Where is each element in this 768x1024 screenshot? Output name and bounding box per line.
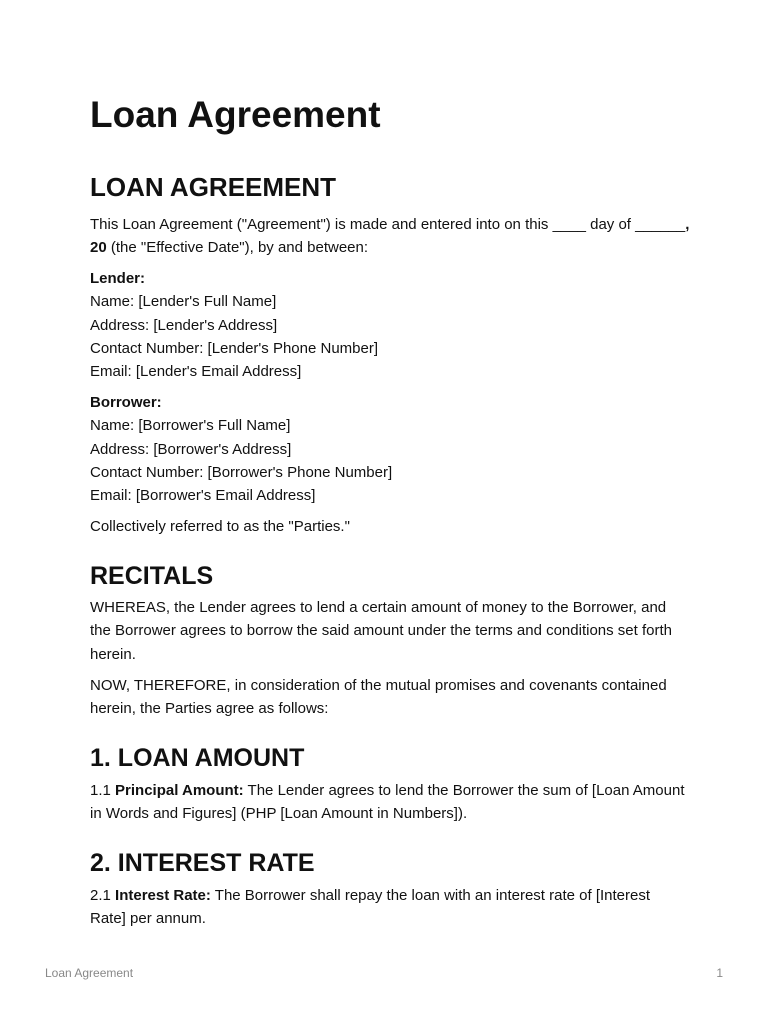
document-title: Loan Agreement	[90, 94, 381, 135]
footer-page-number: 1	[716, 966, 723, 980]
section2-heading: 2. INTEREST RATE	[90, 849, 315, 877]
borrower-block	[90, 391, 690, 507]
section2-paragraph	[90, 884, 690, 931]
section2-label: Interest Rate:	[115, 887, 211, 904]
section1-heading: 1. LOAN AMOUNT	[90, 744, 305, 772]
borrower-address: Address: [Borrower's Address]	[90, 440, 292, 458]
main-heading: LOAN AGREEMENT	[90, 172, 337, 202]
lender-contact: Contact Number: [Lender's Phone Number]	[90, 339, 379, 357]
lender-block	[90, 267, 690, 383]
intro-paragraph	[90, 213, 690, 260]
section1-label: Principal Amount:	[115, 782, 244, 799]
borrower-label: Borrower:	[90, 394, 162, 411]
borrower-email: Email: [Borrower's Email Address]	[90, 487, 316, 505]
recitals-heading: RECITALS	[90, 562, 214, 590]
recitals-whereas: WHEREAS, the Lender agrees to lend a certain amount of money to the Borrower, and the Borrower agrees to borrow the said amount under the terms and conditions set forth herein.	[90, 599, 672, 663]
borrower-contact: Contact Number: [Borrower's Phone Number]	[90, 463, 393, 481]
borrower-name: Name: [Borrower's Full Name]	[90, 417, 291, 435]
lender-email: Email: [Lender's Email Address]	[90, 363, 302, 381]
section1-number: 1.1	[90, 782, 116, 799]
parties-note: Collectively referred to as the "Parties."	[90, 518, 350, 535]
intro-year: , 20	[90, 216, 690, 257]
section2-text: The Borrower shall repay the loan with an interest rate of [Interest Rate] per annum.	[90, 887, 651, 928]
lender-address: Address: [Lender's Address]	[90, 316, 278, 334]
section2-number: 2.1	[90, 887, 116, 904]
section1-text: The Lender agrees to lend the Borrower the sum of [Loan Amount in Words and Figures] (PHP [Loan Amount in Numbers]).	[90, 782, 685, 823]
lender-name: Name: [Lender's Full Name]	[90, 293, 277, 311]
intro-text-b: (the "Effective Date"), by and between:	[106, 239, 369, 257]
recitals-now-therefore: NOW, THEREFORE, in consideration of the mutual promises and covenants contained herein, the Parties agree as follows:	[90, 677, 667, 718]
lender-label: Lender:	[90, 270, 146, 287]
footer-document-name: Loan Agreement	[45, 966, 134, 980]
section1-paragraph	[90, 779, 690, 826]
intro-text-a: This Loan Agreement ("Agreement") is made and entered into on this ____ day of ______	[90, 216, 686, 233]
